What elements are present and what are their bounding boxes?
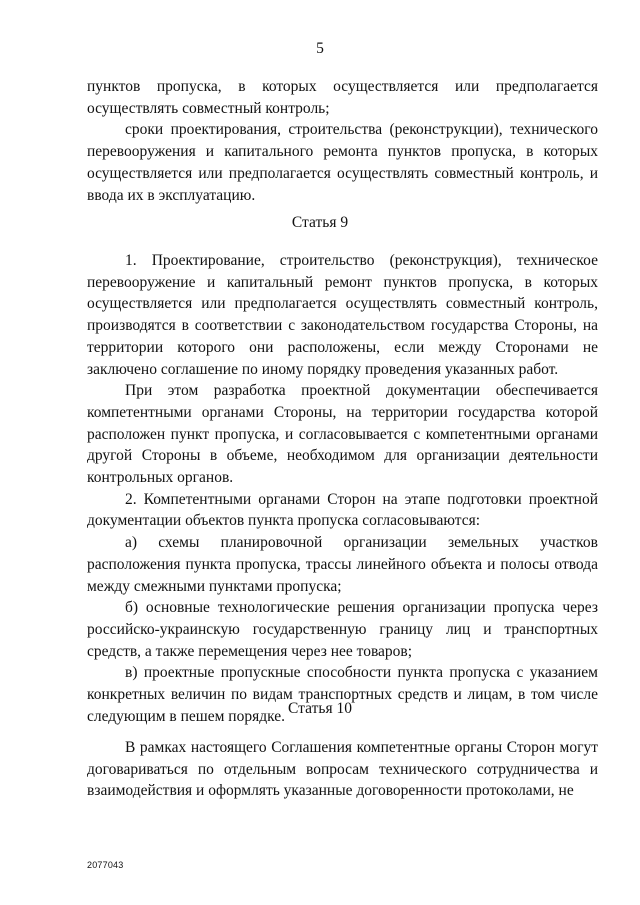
paragraph: сроки проектирования, строительства (реконструкции), технического перевооружения и капитального ремонта пунктов пропуска, в которых осуществляется или предполагается осуществлять совместный контроль, и ввода их в эксплуатацию. [87, 121, 598, 204]
paragraph: пунктов пропуска, в которых осуществляется или предполагается осуществлять совместный контроль; [87, 78, 598, 117]
article-9-heading: Статья 9 [291, 214, 349, 231]
article-10-body [87, 737, 598, 802]
paragraph: а) схемы планировочной организации земельных участков расположения пункта пропуска, трассы линейного объекта и полосы отвода между смежными пунктами пропуска; [87, 534, 598, 595]
page-number: 5 [316, 40, 324, 57]
continuation-block [87, 76, 598, 206]
paragraph: 1. Проектирование, строительство (реконструкция), техническое перевооружение и капитальный ремонт пунктов пропуска, в которых осуществляется или предполагается осуществлять совместный контроль, производятся в соответствии с законодательством государства Стороны, на территории которого они расположены, если между Сторонами не заключено соглашение по иному порядку проведения указанных работ. [87, 252, 598, 378]
paragraph: в) проектные пропускные способности пункта пропуска с указанием конкретных величин по видам транспортных средств и лицам, в том числе следующим в пешем порядке. [87, 664, 598, 725]
paragraph: б) основные технологические решения организации пропуска через российско-украинскую государственную границу лиц и транспортных средств, а также перемещения через нее товаров; [87, 599, 598, 660]
article-10-heading: Статья 10 [288, 700, 352, 717]
paragraph: При этом разработка проектной документации обеспечивается компетентными органами Стороны, на территории государства которой расположен пункт пропуска, и согласовывается с компетентными органами другой Стороны в объеме, необходимом для организации деятельности контрольных органов. [87, 382, 598, 487]
paragraph: 2. Компетентными органами Сторон на этапе подготовки проектной документации объектов пункта пропуска согласовываются: [87, 490, 598, 530]
article-9-body [87, 250, 598, 727]
document-code: 2077043 [87, 860, 124, 870]
paragraph: В рамках настоящего Соглашения компетентные органы Сторон могут договариваться по отдельным вопросам технического сотрудничества и взаимодействия и оформлять указанные договоренности протоколами, не [87, 739, 598, 800]
